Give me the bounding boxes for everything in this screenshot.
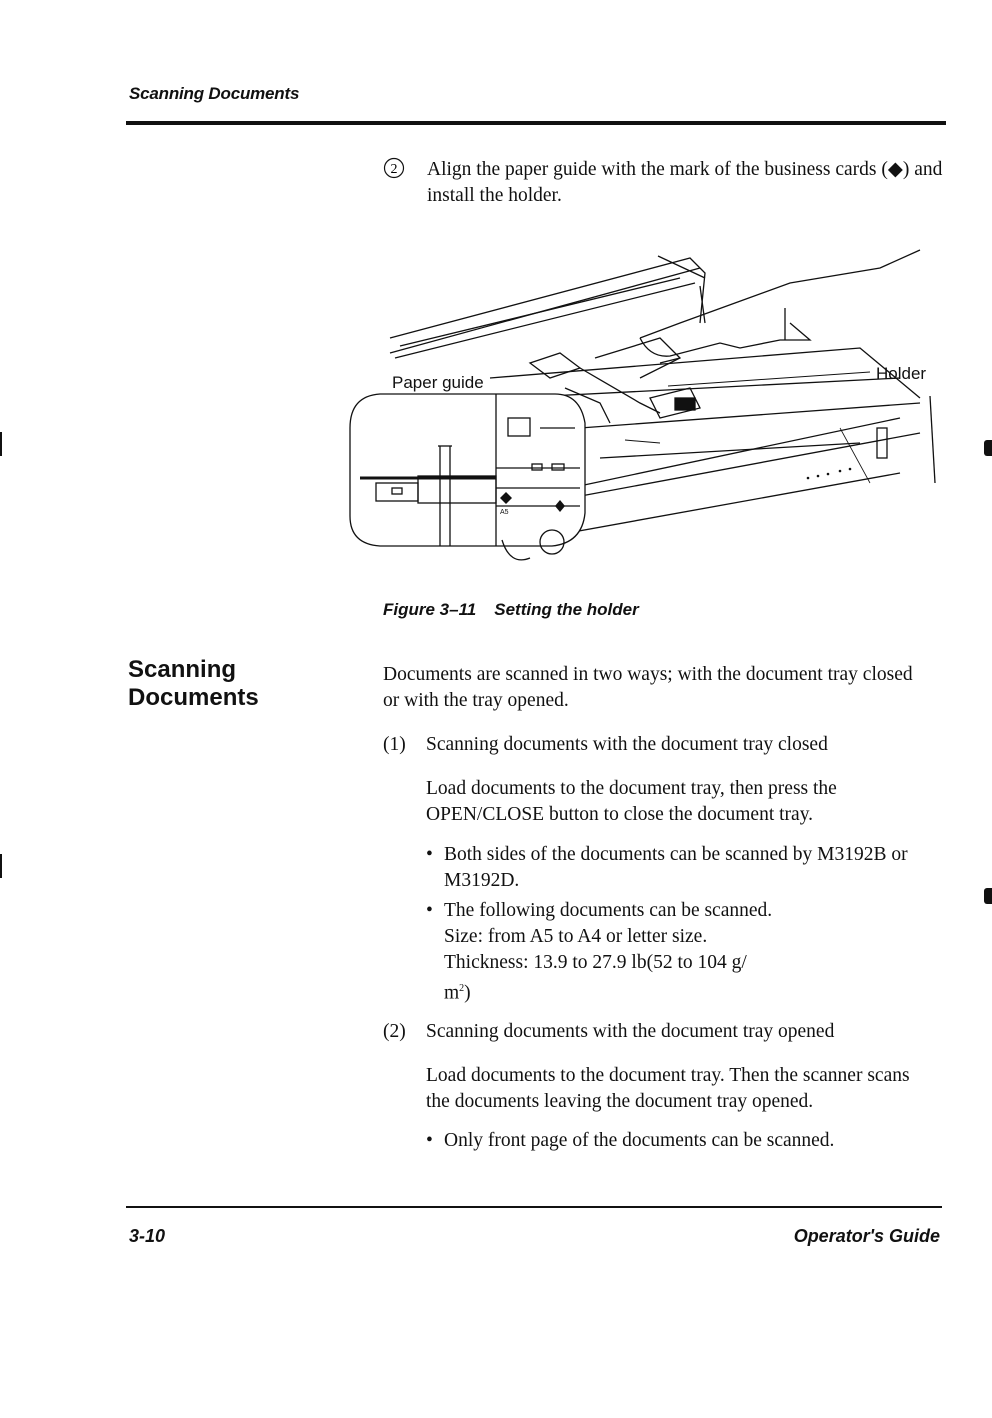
bullet-2-line-4	[444, 976, 924, 1007]
scan-edge-mark	[0, 854, 2, 878]
item-1-number: (1)	[383, 734, 406, 755]
unit-m: m	[444, 982, 460, 1004]
bullet-2-line-2: Size: from A5 to A4 or letter size.	[444, 926, 708, 947]
unit-close: )	[464, 982, 471, 1004]
section-heading-line1: Scanning	[128, 656, 237, 683]
a5-mark-label: A5	[500, 509, 509, 516]
scan-edge-mark	[984, 888, 992, 904]
bullet-2-line-3: Thickness: 13.9 to 27.9 lb(52 to 104 g/	[444, 952, 747, 973]
guide-title: Operator's Guide	[793, 1226, 940, 1246]
figure-setting-holder	[340, 228, 940, 580]
item-2-number: (2)	[383, 1021, 406, 1042]
tray-slot	[877, 428, 887, 458]
item-1-heading: Scanning documents with the document tray closed	[426, 734, 828, 755]
item-2-heading: Scanning documents with the document tray opened	[426, 1021, 835, 1042]
scan-edge-mark	[0, 432, 2, 456]
indicator-dots	[807, 468, 852, 480]
intro-paragraph: Documents are scanned in two ways; with the document tray closed or with the tray opened.	[383, 664, 913, 711]
figure-caption-title: Setting the holder	[494, 600, 639, 619]
step-number-circle	[383, 157, 405, 179]
header-rule	[126, 121, 946, 125]
holder-label: Holder	[876, 364, 927, 383]
running-header: Scanning Documents	[129, 84, 300, 103]
item-1-bullet-2	[444, 898, 924, 1007]
item-1-body: Load documents to the document tray, then press the OPEN/CLOSE button to close the document tray.	[426, 778, 837, 825]
scan-edge-mark	[984, 440, 992, 456]
item-2-bullet-1: • Only front page of the documents can be scanned.	[444, 1128, 924, 1154]
figure-caption	[383, 600, 639, 620]
item-1-bullet-1: • Both sides of the documents can be scanned by M3192B or M3192D.	[444, 842, 944, 894]
page-number: 3-10	[129, 1226, 166, 1246]
figure-caption-label: Figure 3–11	[383, 600, 477, 619]
section-heading-line2: Documents	[128, 684, 259, 711]
section-heading	[128, 656, 259, 712]
footer-rule	[126, 1206, 942, 1208]
detail-inset	[350, 394, 585, 546]
hand-outline	[640, 250, 920, 338]
bullet-2-line-1: • The following documents can be scanned.	[444, 900, 773, 921]
step-2-text: Align the paper guide with the mark of the business cards (◆) and install the holder.	[427, 159, 943, 206]
step-number: 2	[390, 162, 398, 177]
unit-superscript: 2	[459, 983, 465, 994]
item-2-body: Load documents to the document tray. Then the scanner scans the documents leaving the document tray opened.	[426, 1065, 910, 1112]
paper-guide-label: Paper guide	[392, 373, 484, 392]
